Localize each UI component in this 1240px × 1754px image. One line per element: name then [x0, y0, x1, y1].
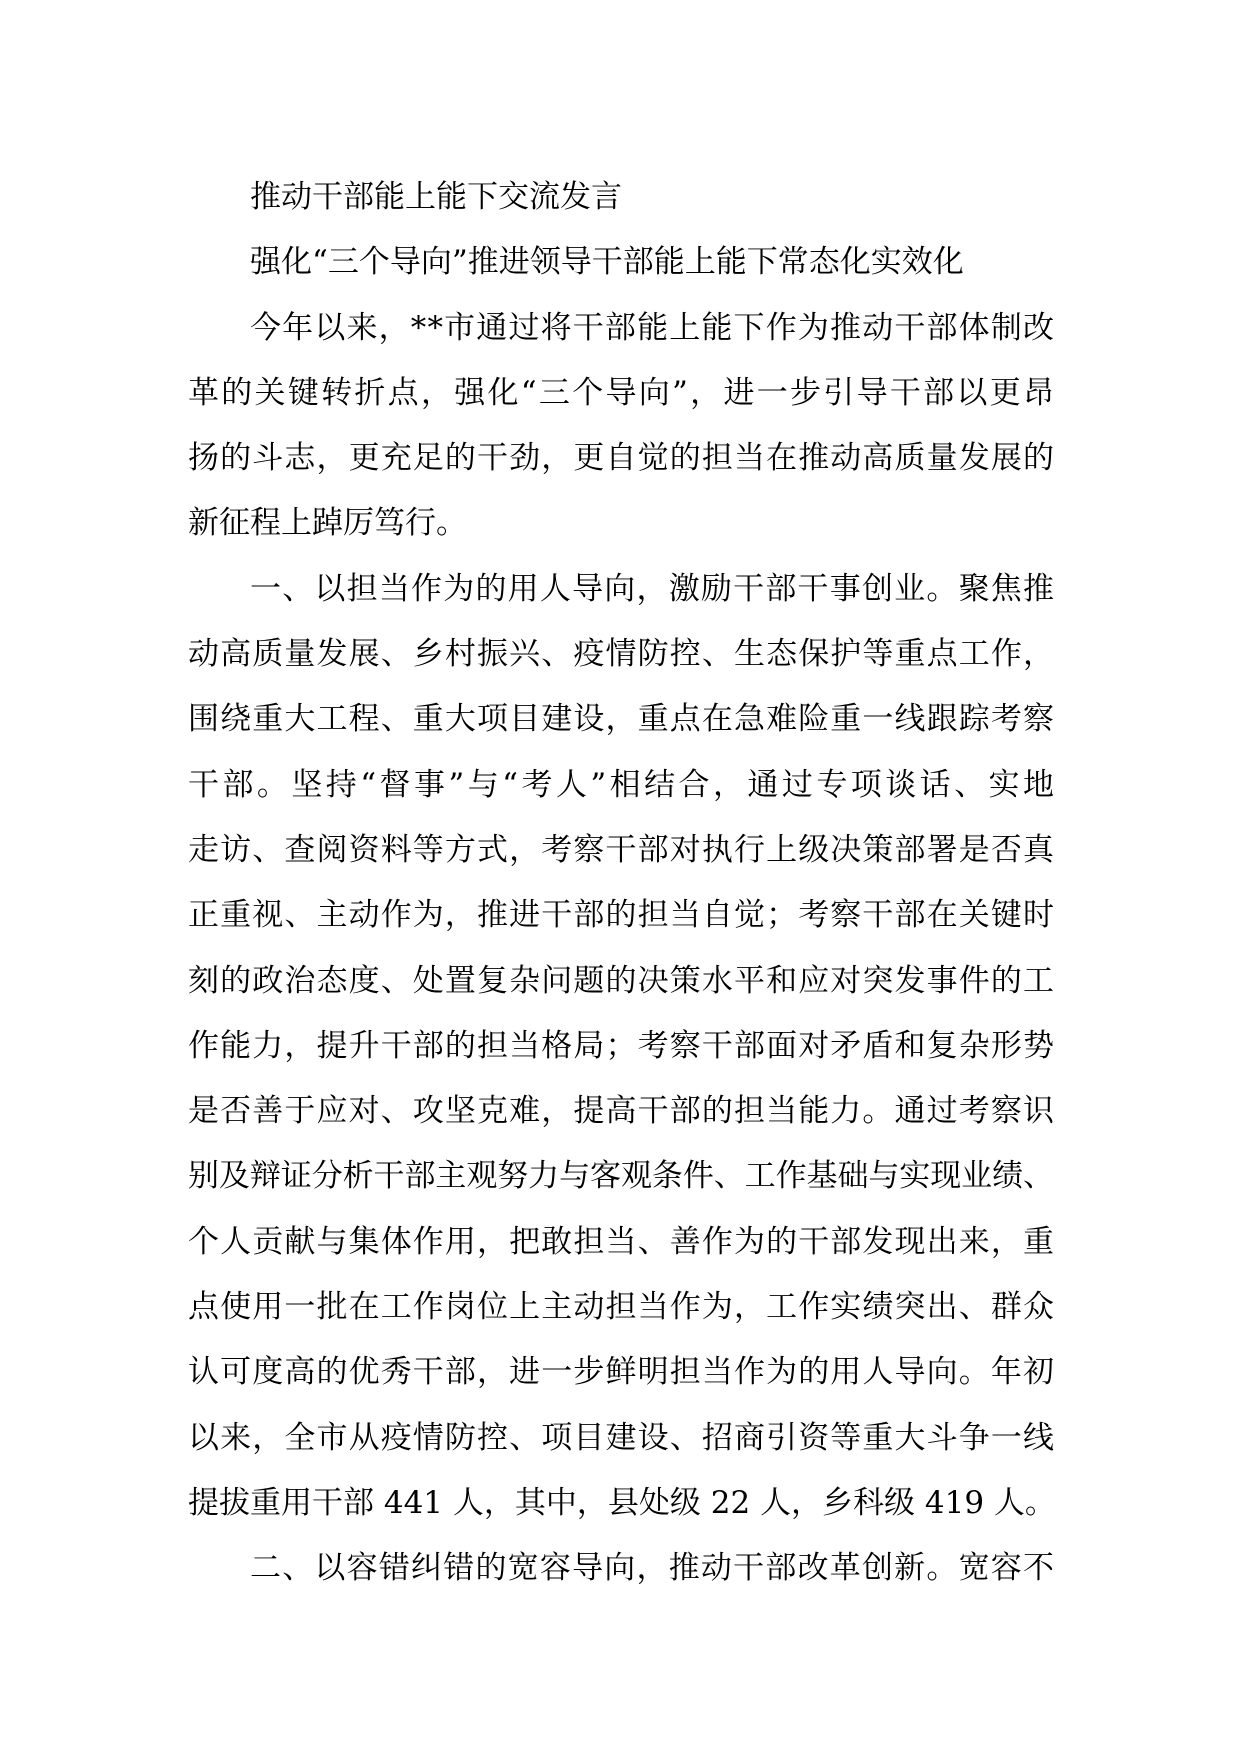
- paragraph-line: [188, 1079, 1054, 1144]
- line-text: 正重视、主动作为，推进干部的担当自觉；考察干部在关键时: [188, 897, 1056, 934]
- line-text: 刻的政治态度、处置复杂问题的决策水平和应对突发事件的工: [188, 962, 1056, 999]
- line-text: 走访、查阅资料等方式，考察干部对执行上级决策部署是否真: [188, 831, 1056, 868]
- line-text: 点使用一批在工作岗位上主动担当作为，工作实绩突出、群众: [188, 1289, 1056, 1326]
- paragraph-line: [188, 426, 1054, 491]
- line-text: 新征程上踔厉笃行。: [188, 505, 467, 542]
- paragraph-line: [188, 818, 1054, 883]
- paragraph: [188, 557, 1058, 1536]
- line-text: 是否善于应对、攻坚克难，提高干部的担当能力。通过考察识: [188, 1093, 1056, 1130]
- paragraph-line: [188, 557, 1054, 622]
- paragraph-line: [188, 1406, 1054, 1471]
- paragraph-line: [188, 1014, 1054, 1079]
- line-text: 别及辩证分析干部主观努力与客观条件、工作基础与实现业绩、: [188, 1158, 1054, 1195]
- line-text: 围绕重大工程、重大项目建设，重点在急难险重一线跟踪考察: [188, 701, 1056, 738]
- paragraph-line: [188, 949, 1054, 1014]
- line-text: 个人贡献与集体作用，把敢担当、善作为的干部发现出来，重: [188, 1223, 1056, 1260]
- paragraph-line: [188, 622, 1054, 687]
- line-text: 动高质量发展、乡村振兴、疫情防控、生态保护等重点工作，: [188, 636, 1056, 673]
- document-title-line: [188, 165, 1054, 230]
- document-body: [188, 165, 1058, 1602]
- line-text: 作能力，提升干部的担当格局；考察干部面对矛盾和复杂形势: [188, 1027, 1056, 1064]
- paragraph-line: [188, 1210, 1054, 1275]
- line-text: 提拔重用干部 441 人，其中，县处级 22 人，乡科级 419 人。: [188, 1484, 1056, 1521]
- document-subtitle: 强化“三个导向”推进领导干部能上能下常态化实效化: [250, 244, 964, 281]
- line-text: 扬的斗志，更充足的干劲，更自觉的担当在推动高质量发展的: [188, 440, 1056, 477]
- line-text: 以来，全市从疫情防控、项目建设、招商引资等重大斗争一线: [188, 1419, 1056, 1456]
- paragraph-line: [188, 1536, 1054, 1601]
- line-text: 今年以来，**市通过将干部能上能下作为推动干部体制改: [250, 309, 1056, 346]
- paragraph-line: [188, 1275, 1054, 1340]
- paragraph-line: [188, 296, 1054, 361]
- document-subtitle-line: [188, 230, 1054, 295]
- line-text: 认可度高的优秀干部，进一步鲜明担当作为的用人导向。年初: [188, 1354, 1056, 1391]
- paragraph-line: [188, 1471, 1054, 1536]
- line-text: 革的关键转折点，强化“三个导向”，进一步引导干部以更昂: [188, 374, 1057, 411]
- line-text: 一、以担当作为的用人导向，激励干部干事创业。聚焦推: [250, 570, 1056, 607]
- paragraph-line: [188, 883, 1054, 948]
- paragraph-line: [188, 491, 1054, 556]
- line-text: 二、以容错纠错的宽容导向，推动干部改革创新。宽容不: [250, 1550, 1056, 1587]
- paragraph-line: [188, 1340, 1054, 1405]
- paragraph-line: [188, 1144, 1054, 1209]
- line-text: 干部。坚持“督事”与“考人”相结合，通过专项谈话、实地: [188, 766, 1058, 803]
- paragraph-line: [188, 361, 1057, 426]
- document-title: 推动干部能上能下交流发言: [250, 179, 622, 215]
- paragraph: [188, 296, 1057, 557]
- paragraph-line: [188, 687, 1054, 752]
- paragraph-line: [188, 753, 1058, 818]
- paragraph: [188, 1536, 1054, 1601]
